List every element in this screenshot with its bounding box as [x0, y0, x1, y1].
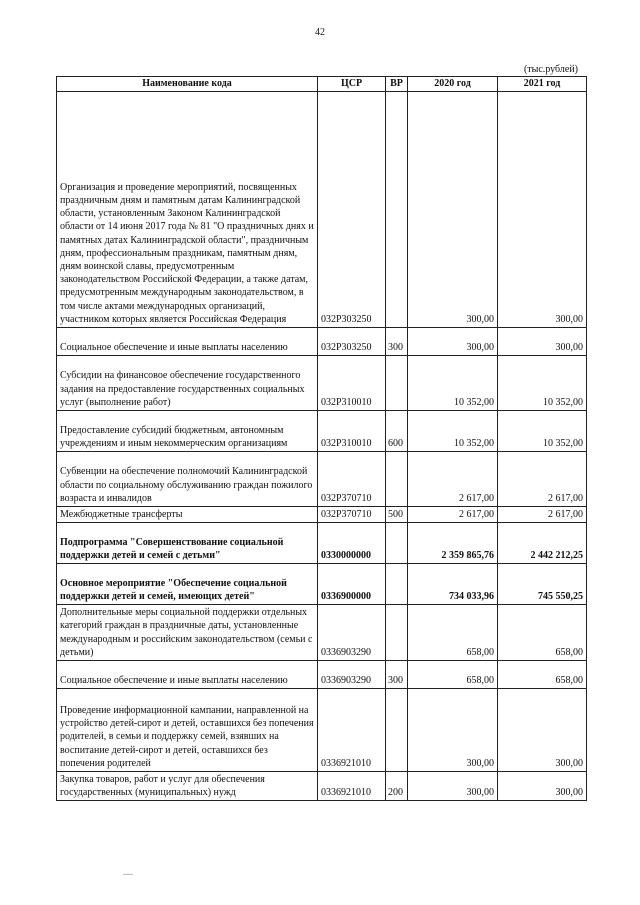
cell-csr: 032P310010 — [318, 411, 386, 452]
cell-2020: 658,00 — [408, 605, 498, 661]
header-2020: 2020 год — [408, 77, 498, 92]
cell-2020: 300,00 — [408, 772, 498, 801]
cell-vr: 600 — [386, 411, 408, 452]
cell-vr — [386, 605, 408, 661]
cell-2020: 300,00 — [408, 92, 498, 328]
cell-vr — [386, 564, 408, 605]
cell-2021: 658,00 — [498, 605, 587, 661]
table-row — [57, 452, 587, 507]
cell-2021: 658,00 — [498, 661, 587, 689]
table-row — [57, 605, 587, 661]
cell-name: Основное мероприятие "Обеспечение социальной поддержки детей и семей, имеющих детей" — [57, 564, 318, 605]
cell-2020: 10 352,00 — [408, 411, 498, 452]
cell-2021: 2 442 212,25 — [498, 523, 587, 564]
cell-2020: 734 033,96 — [408, 564, 498, 605]
page-number: 42 — [315, 27, 325, 38]
table-row — [57, 92, 587, 328]
cell-name: Субсидии на финансовое обеспечение государственного задания на предоставление государственных социальных услуг (выполнение работ) — [57, 356, 318, 411]
cell-csr: 032P303250 — [318, 92, 386, 328]
table-row — [57, 328, 587, 356]
cell-vr — [386, 356, 408, 411]
table-row — [57, 564, 587, 605]
cell-2020: 2 359 865,76 — [408, 523, 498, 564]
table-body — [57, 92, 587, 801]
cell-csr: 0336903290 — [318, 605, 386, 661]
cell-name: Подпрограмма "Совершенствование социальной поддержки детей и семей с детьми" — [57, 523, 318, 564]
cell-vr — [386, 452, 408, 507]
table-row — [57, 772, 587, 801]
cell-vr — [386, 92, 408, 328]
cell-2021: 2 617,00 — [498, 507, 587, 523]
cell-csr: 0336921010 — [318, 772, 386, 801]
cell-vr: 500 — [386, 507, 408, 523]
cell-csr: 0336903290 — [318, 661, 386, 689]
budget-table — [56, 76, 587, 801]
header-2021: 2021 год — [498, 77, 587, 92]
cell-2021: 745 550,25 — [498, 564, 587, 605]
header-csr: ЦСР — [318, 77, 386, 92]
header-name: Наименование кода — [57, 77, 318, 92]
cell-csr: 032P370710 — [318, 507, 386, 523]
cell-csr: 032P370710 — [318, 452, 386, 507]
cell-vr — [386, 523, 408, 564]
cell-name: Организация и проведение мероприятий, посвященных праздничным дням и памятным датам Калининградской области, установленным Законом Калининградской области от 14 июня 2017 года № 81 "О праздничных днях и памятных датах Калининградской области", праздничным дням, профессиональным праздникам, памятным дням, дням воинской славы, предусмотренным законодательством Российской Федерации, а также датам, предусмотренным международным законодательством, в том числе актами международных организаций, участником которых является Российская Федерация — [57, 92, 318, 328]
cell-csr: 0330000000 — [318, 523, 386, 564]
table-row — [57, 523, 587, 564]
table-row — [57, 356, 587, 411]
cell-2020: 2 617,00 — [408, 452, 498, 507]
table-row — [57, 411, 587, 452]
cell-csr: 0336921010 — [318, 689, 386, 772]
cell-2021: 300,00 — [498, 772, 587, 801]
table-header-row — [57, 77, 587, 92]
units-note: (тыс.рублей) — [523, 64, 578, 75]
cell-2020: 2 617,00 — [408, 507, 498, 523]
cell-vr — [386, 689, 408, 772]
cell-2021: 10 352,00 — [498, 411, 587, 452]
cell-2020: 300,00 — [408, 328, 498, 356]
cell-name: Проведение информационной кампании, направленной на устройство детей-сирот и детей, оставшихся без попечения родителей, в семьи и поддержку семей, взявших на воспитание детей-сирот и детей, оставшихся без попечения родителей — [57, 689, 318, 772]
cell-2020: 10 352,00 — [408, 356, 498, 411]
cell-vr: 300 — [386, 328, 408, 356]
cell-name: Межбюджетные трансферты — [57, 507, 318, 523]
cell-csr: 032P303250 — [318, 328, 386, 356]
footer-mark — [123, 874, 133, 875]
cell-2021: 10 352,00 — [498, 356, 587, 411]
cell-2020: 300,00 — [408, 689, 498, 772]
cell-2021: 2 617,00 — [498, 452, 587, 507]
cell-vr: 300 — [386, 661, 408, 689]
cell-name: Закупка товаров, работ и услуг для обеспечения государственных (муниципальных) нужд — [57, 772, 318, 801]
cell-name: Социальное обеспечение и иные выплаты населению — [57, 328, 318, 356]
cell-name: Предоставление субсидий бюджетным, автономным учреждениям и иным некоммерческим организациям — [57, 411, 318, 452]
cell-name: Дополнительные меры социальной поддержки отдельных категорий граждан в праздничные даты, установленные международным и российским законодательством (семьи с детьми) — [57, 605, 318, 661]
cell-vr: 200 — [386, 772, 408, 801]
cell-csr: 032P310010 — [318, 356, 386, 411]
cell-csr: 0336900000 — [318, 564, 386, 605]
table-row — [57, 507, 587, 523]
header-vr: ВР — [386, 77, 408, 92]
cell-name: Субвенции на обеспечение полномочий Калининградской области по социальному обслуживанию граждан пожилого возраста и инвалидов — [57, 452, 318, 507]
cell-name: Социальное обеспечение и иные выплаты населению — [57, 661, 318, 689]
table-row — [57, 689, 587, 772]
table-row — [57, 661, 587, 689]
cell-2021: 300,00 — [498, 328, 587, 356]
cell-2020: 658,00 — [408, 661, 498, 689]
cell-2021: 300,00 — [498, 689, 587, 772]
cell-2021: 300,00 — [498, 92, 587, 328]
